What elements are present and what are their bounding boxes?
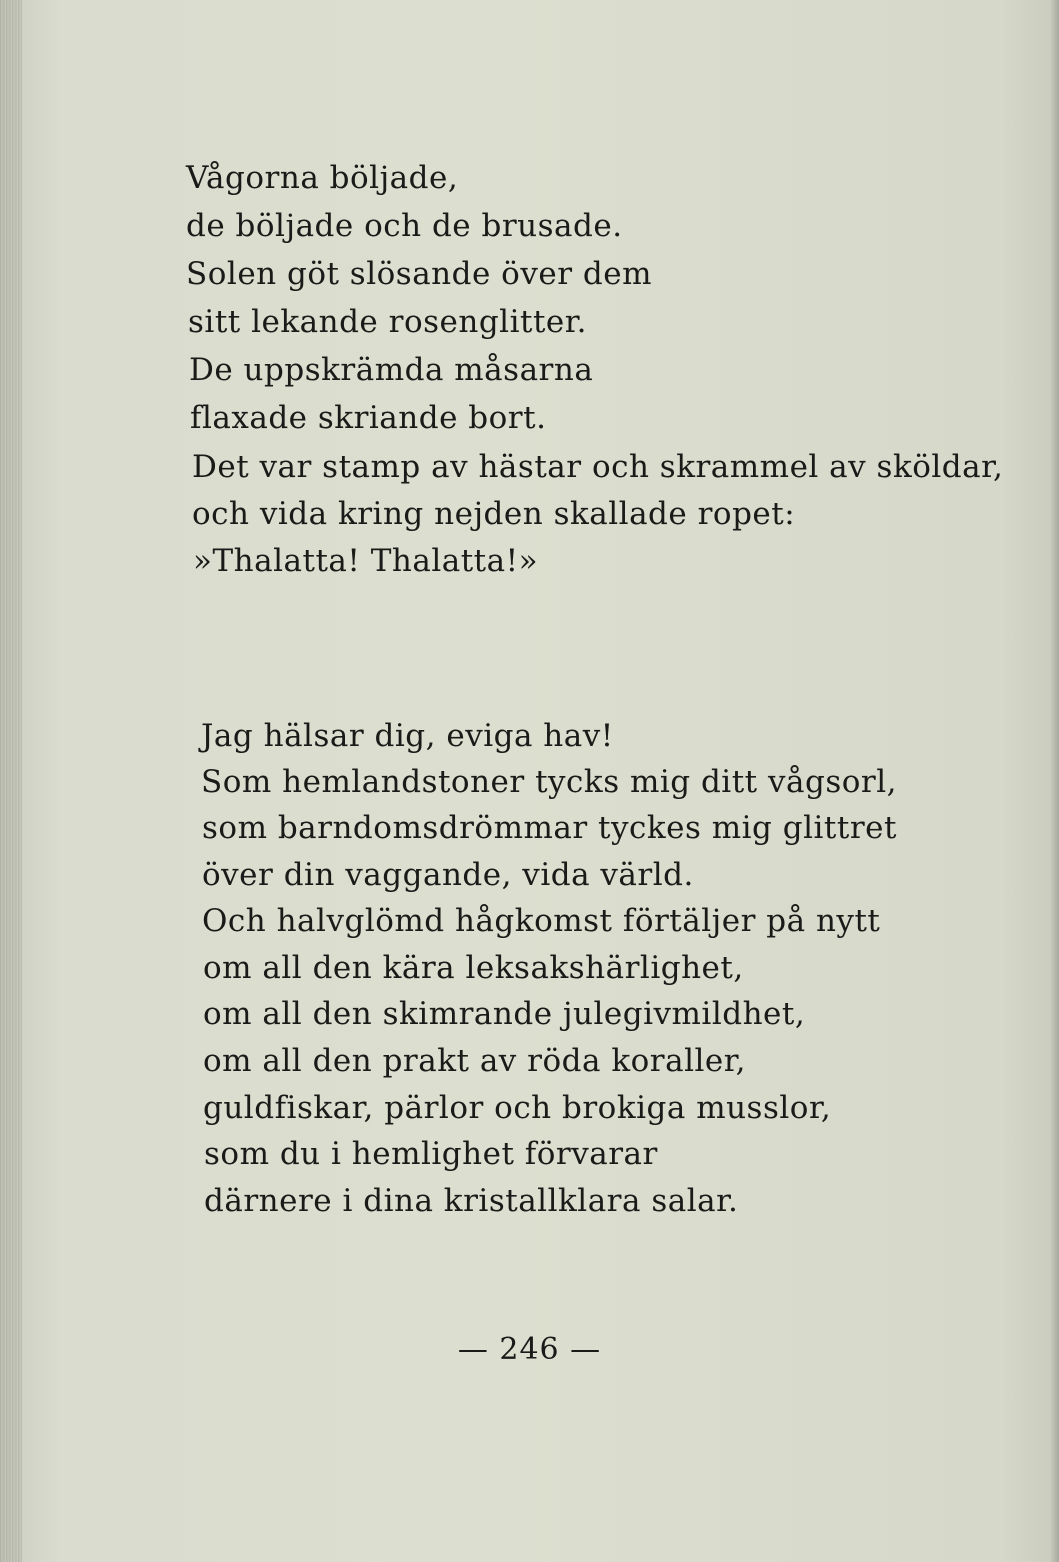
page-edge bbox=[1051, 0, 1059, 1562]
poem-line: Vågorna böljade, bbox=[186, 160, 459, 196]
poem-line: Som hemlandstoner tycks mig ditt vågsorl, bbox=[201, 764, 897, 800]
poem-line: De uppskrämda måsarna bbox=[189, 352, 594, 388]
page-spine-shadow bbox=[0, 0, 22, 1562]
poem-line: de böljade och de brusade. bbox=[186, 208, 623, 244]
page-number: — 246 — bbox=[457, 1332, 602, 1367]
poem-line: Och halvglömd hågkomst förtäljer på nytt bbox=[202, 903, 881, 939]
poem-line: som du i hemlighet förvarar bbox=[204, 1136, 658, 1172]
poem-line: Det var stamp av hästar och skrammel av sköldar, bbox=[192, 449, 1004, 485]
poem-line: och vida kring nejden skallade ropet: bbox=[192, 496, 796, 532]
poem-line: om all den prakt av röda koraller, bbox=[203, 1043, 747, 1079]
poem-line: flaxade skriande bort. bbox=[190, 400, 547, 436]
poem-line: över din vaggande, vida värld. bbox=[202, 857, 694, 893]
poem-line: Solen göt slösande över dem bbox=[186, 256, 652, 292]
poem-line: sitt lekande rosenglitter. bbox=[188, 304, 588, 340]
poem-line: därnere i dina kristallklara salar. bbox=[204, 1183, 739, 1219]
poem-line: »Thalatta! Thalatta!» bbox=[193, 543, 539, 579]
poem-line: som barndomsdrömmar tyckes mig glittret bbox=[202, 810, 897, 846]
poem-line: Jag hälsar dig, eviga hav! bbox=[201, 718, 614, 754]
poem-line: om all den kära leksakshärlighet, bbox=[203, 950, 744, 986]
poem-line: om all den skimrande julegivmildhet, bbox=[203, 996, 806, 1032]
poem-line: guldfiskar, pärlor och brokiga musslor, bbox=[203, 1090, 832, 1126]
